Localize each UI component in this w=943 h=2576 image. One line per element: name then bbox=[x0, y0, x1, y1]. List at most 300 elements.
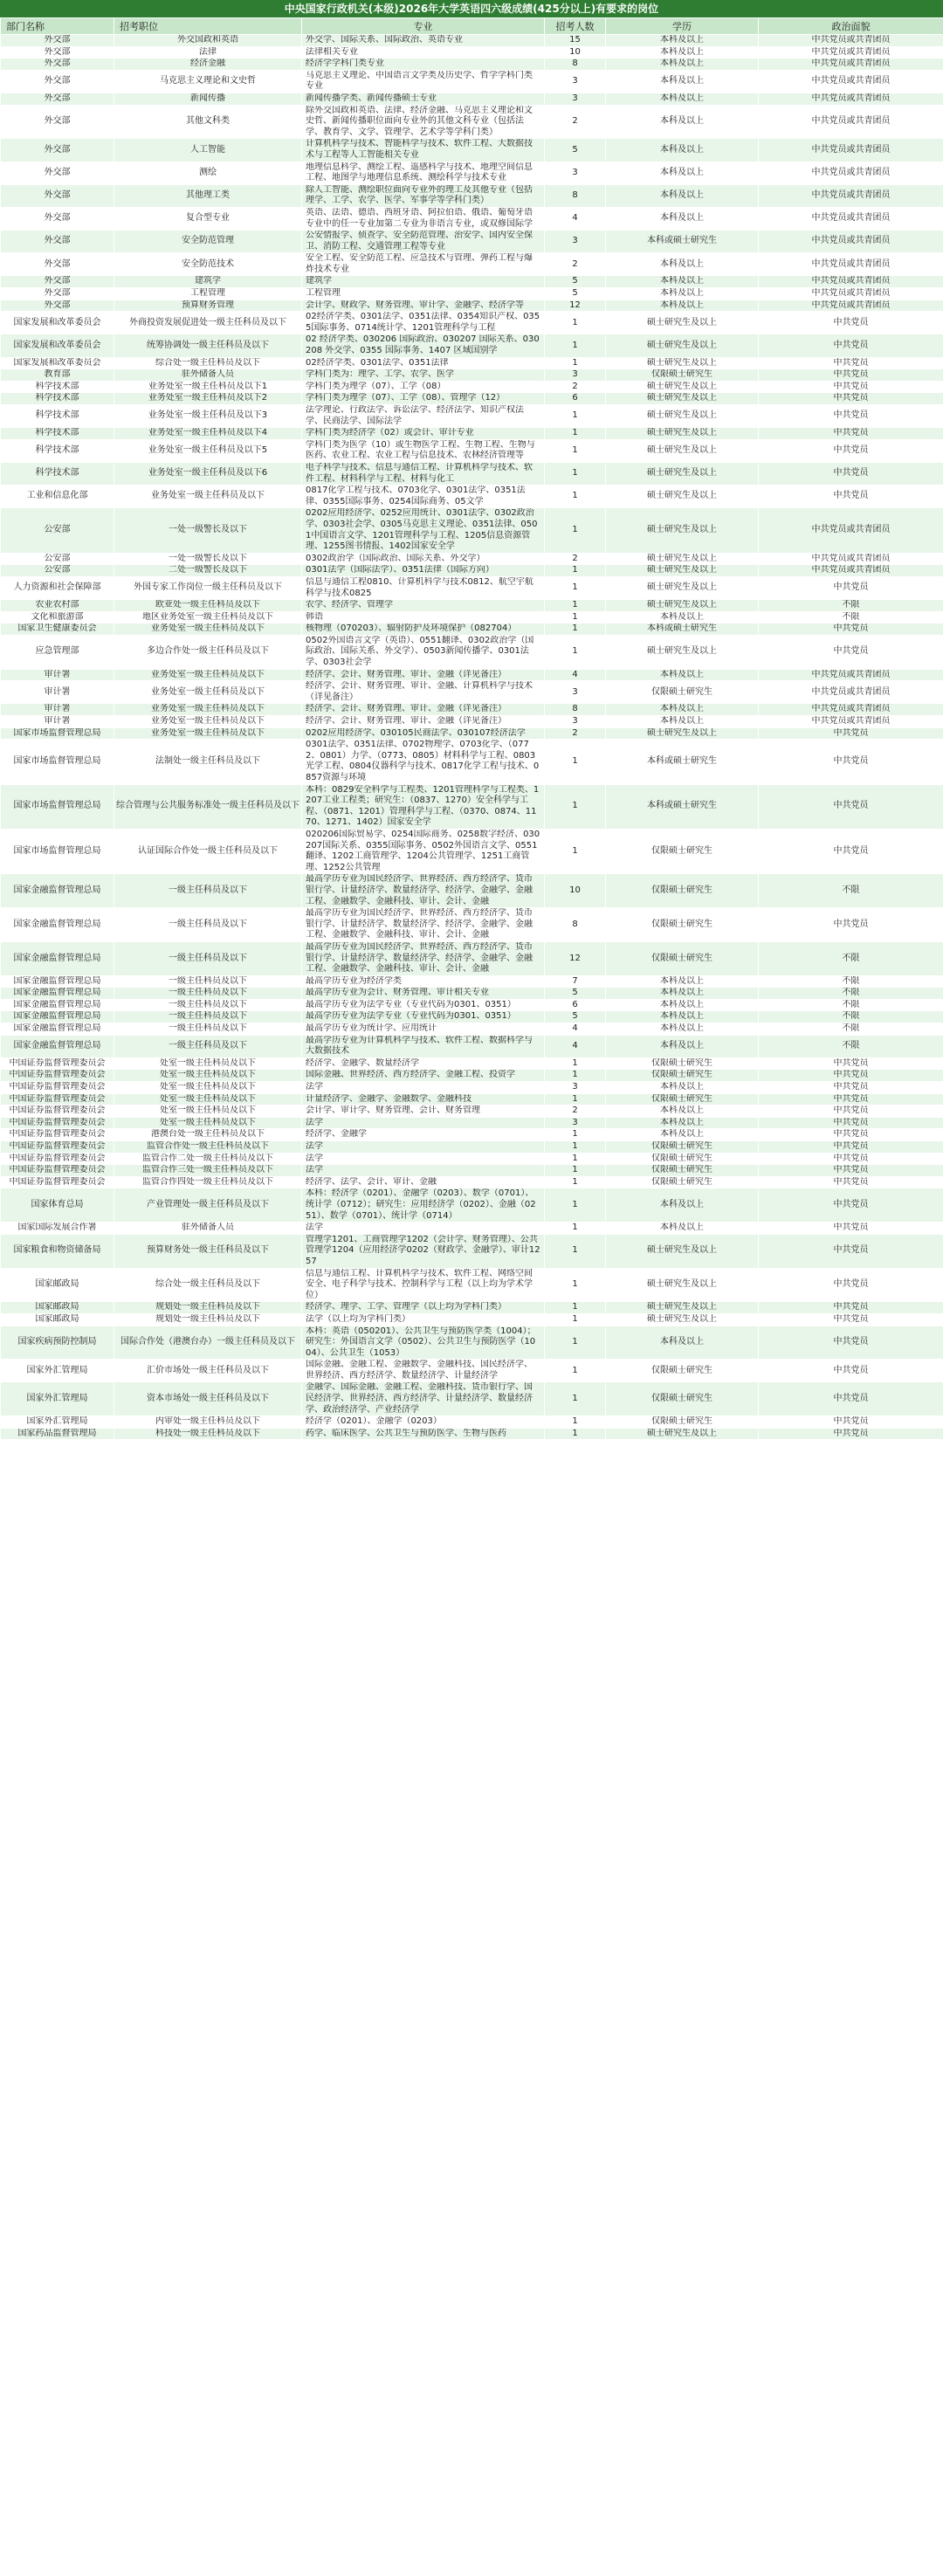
cell-headcount: 8 bbox=[545, 59, 606, 71]
cell-political-status: 中共党员 bbox=[759, 1382, 943, 1416]
cell-headcount: 1 bbox=[545, 1153, 606, 1165]
cell-education: 本科及以上 bbox=[606, 1326, 759, 1360]
cell-education: 本科及以上 bbox=[606, 288, 759, 300]
cell-political-status: 中共党员 bbox=[759, 486, 943, 508]
cell-headcount: 1 bbox=[545, 1313, 606, 1326]
table-row bbox=[1, 1234, 943, 1268]
header-position: 招考职位 bbox=[114, 18, 302, 35]
table-row bbox=[1, 1093, 943, 1105]
cell-headcount: 6 bbox=[545, 999, 606, 1011]
cell-department: 国家外汇管理局 bbox=[1, 1416, 114, 1429]
table-row bbox=[1, 1223, 943, 1235]
table-row bbox=[1, 576, 943, 599]
cell-headcount: 5 bbox=[545, 276, 606, 288]
cell-department: 国家金融监督管理总局 bbox=[1, 988, 114, 1000]
cell-education: 本科及以上 bbox=[606, 1011, 759, 1023]
cell-department: 国家卫生健康委员会 bbox=[1, 623, 114, 636]
cell-education: 本科及以上 bbox=[606, 59, 759, 71]
table-body bbox=[1, 35, 943, 1440]
table-row bbox=[1, 334, 943, 357]
table-row bbox=[1, 565, 943, 577]
table-row bbox=[1, 312, 943, 334]
cell-education: 本科或硕士研究生 bbox=[606, 623, 759, 636]
cell-major: 学科门类为：理学、工学、农学、医学 bbox=[302, 369, 545, 382]
table-row bbox=[1, 162, 943, 184]
cell-department: 国家市场监督管理总局 bbox=[1, 727, 114, 740]
cell-political-status: 中共党员 bbox=[759, 829, 943, 873]
cell-education: 仅限硕士研究生 bbox=[606, 941, 759, 975]
table-row bbox=[1, 1188, 943, 1223]
cell-position: 一级主任科员及以下 bbox=[114, 1035, 302, 1057]
cell-major: 学科门类为理学（07）、工学（08）、管理学（12） bbox=[302, 393, 545, 405]
cell-political-status: 中共党员 bbox=[759, 462, 943, 485]
cell-department: 中国证券监督管理委员会 bbox=[1, 1165, 114, 1177]
cell-political-status: 中共党员 bbox=[759, 405, 943, 428]
cell-political-status: 中共党员或共青团员 bbox=[759, 46, 943, 59]
cell-department: 中国证券监督管理委员会 bbox=[1, 1093, 114, 1105]
cell-education: 硕士研究生及以上 bbox=[606, 439, 759, 462]
cell-department: 国家金融监督管理总局 bbox=[1, 1011, 114, 1023]
cell-education: 硕士研究生及以上 bbox=[606, 635, 759, 669]
cell-education: 仅限硕士研究生 bbox=[606, 1057, 759, 1070]
table-row bbox=[1, 288, 943, 300]
cell-department: 中国证券监督管理委员会 bbox=[1, 1141, 114, 1154]
cell-position: 法制处一级主任科员及以下 bbox=[114, 740, 302, 784]
cell-headcount: 1 bbox=[545, 1188, 606, 1223]
cell-political-status: 中共党员或共青团员 bbox=[759, 231, 943, 253]
cell-headcount: 4 bbox=[545, 1023, 606, 1036]
cell-headcount: 1 bbox=[545, 576, 606, 599]
table-row bbox=[1, 1428, 943, 1440]
cell-position: 规划处一级主任科员及以下 bbox=[114, 1302, 302, 1314]
cell-major: 经济学、会计、财务管理、审计、金融、计算机科学与技术（详见备注） bbox=[302, 681, 545, 704]
cell-education: 硕士研究生及以上 bbox=[606, 381, 759, 393]
cell-education: 本科及以上 bbox=[606, 1035, 759, 1057]
cell-education: 仅限硕士研究生 bbox=[606, 874, 759, 908]
cell-department: 国家体育总局 bbox=[1, 1188, 114, 1223]
cell-position: 外商投资发展促进处一级主任科员及以下 bbox=[114, 312, 302, 334]
cell-political-status: 中共党员或共青团员 bbox=[759, 207, 943, 230]
cell-headcount: 1 bbox=[545, 334, 606, 357]
cell-headcount: 2 bbox=[545, 105, 606, 139]
table-row bbox=[1, 59, 943, 71]
table-row bbox=[1, 46, 943, 59]
cell-political-status: 中共党员 bbox=[759, 1105, 943, 1118]
cell-position: 驻外储备人员 bbox=[114, 369, 302, 382]
cell-major: 国际金融、金融工程、金融数学、金融科技、国民经济学、世界经济、西方经济学、数量经济学、计量经济学 bbox=[302, 1360, 545, 1382]
cell-political-status: 中共党员或共青团员 bbox=[759, 669, 943, 681]
cell-political-status: 中共党员 bbox=[759, 1057, 943, 1070]
cell-department: 国家金融监督管理总局 bbox=[1, 908, 114, 942]
cell-education: 硕士研究生及以上 bbox=[606, 334, 759, 357]
cell-education: 硕士研究生及以上 bbox=[606, 553, 759, 565]
table-row bbox=[1, 1302, 943, 1314]
cell-education: 硕士研究生及以上 bbox=[606, 727, 759, 740]
cell-major: 会计学、财政学、财务管理、审计学、金融学、经济学等 bbox=[302, 300, 545, 312]
table-row bbox=[1, 669, 943, 681]
table-row bbox=[1, 988, 943, 1000]
cell-headcount: 1 bbox=[545, 635, 606, 669]
table-row bbox=[1, 357, 943, 369]
cell-major: 地理信息科学、测绘工程、遥感科学与技术、地理空间信息工程、地图学与地理信息系统、测绘科学与技术专业 bbox=[302, 162, 545, 184]
cell-headcount: 1 bbox=[545, 1057, 606, 1070]
cell-department: 国家金融监督管理总局 bbox=[1, 941, 114, 975]
cell-department: 国家外汇管理局 bbox=[1, 1360, 114, 1382]
table-row bbox=[1, 70, 943, 93]
header-political-status: 政治面貌 bbox=[759, 18, 943, 35]
cell-department: 外交部 bbox=[1, 162, 114, 184]
cell-position: 新闻传播 bbox=[114, 93, 302, 105]
cell-headcount: 6 bbox=[545, 393, 606, 405]
table-row bbox=[1, 207, 943, 230]
table-row bbox=[1, 276, 943, 288]
cell-education: 本科及以上 bbox=[606, 975, 759, 988]
cell-headcount: 1 bbox=[545, 740, 606, 784]
cell-major: 外交学、国际关系、国际政治、英语专业 bbox=[302, 35, 545, 47]
cell-headcount: 1 bbox=[545, 1428, 606, 1440]
cell-political-status: 中共党员 bbox=[759, 1360, 943, 1382]
cell-political-status: 不限 bbox=[759, 874, 943, 908]
cell-major: 计量经济学、金融学、金融数学、金融科技 bbox=[302, 1093, 545, 1105]
cell-position: 业务处室一级主任科员及以下 bbox=[114, 623, 302, 636]
cell-department: 外交部 bbox=[1, 35, 114, 47]
cell-headcount: 2 bbox=[545, 381, 606, 393]
cell-position: 一处一级警长及以下 bbox=[114, 553, 302, 565]
cell-department: 国家疾病预防控制局 bbox=[1, 1326, 114, 1360]
cell-headcount: 1 bbox=[545, 1093, 606, 1105]
cell-department: 科学技术部 bbox=[1, 428, 114, 440]
cell-political-status: 中共党员 bbox=[759, 1141, 943, 1154]
cell-position: 一级主任科员及以下 bbox=[114, 908, 302, 942]
table-row bbox=[1, 908, 943, 942]
cell-headcount: 12 bbox=[545, 941, 606, 975]
cell-major: 0302政治学（国际政治、国际关系、外交学） bbox=[302, 553, 545, 565]
cell-political-status: 中共党员或共青团员 bbox=[759, 716, 943, 728]
cell-position: 业务处室一级主任科员及以下5 bbox=[114, 439, 302, 462]
cell-political-status: 中共党员 bbox=[759, 369, 943, 382]
cell-major: 最高学历专业为国民经济学、世界经济、西方经济学、货币银行学、计量经济学、数量经济学、经济学、金融学、金融工程、金融数学、金融科技、审计、会计、金融 bbox=[302, 908, 545, 942]
cell-position: 预算财务处一级主任科员及以下 bbox=[114, 1234, 302, 1268]
cell-position: 地区业务处室一级主任科员及以下 bbox=[114, 611, 302, 623]
cell-position: 一级主任科员及以下 bbox=[114, 988, 302, 1000]
cell-major: 工程管理 bbox=[302, 288, 545, 300]
cell-education: 本科及以上 bbox=[606, 1117, 759, 1129]
cell-education: 仅限硕士研究生 bbox=[606, 829, 759, 873]
table-row bbox=[1, 975, 943, 988]
cell-major: 最高学历专业为计算机科学与技术、软件工程、数据科学与大数据技术 bbox=[302, 1035, 545, 1057]
cell-political-status: 不限 bbox=[759, 941, 943, 975]
table-row bbox=[1, 941, 943, 975]
cell-major: 0502外国语言文学（英语）、0551翻译、0302政治学（国际政治、国际关系、外交学）、0503新闻传播学、0301法学、0303社会学 bbox=[302, 635, 545, 669]
cell-education: 硕士研究生及以上 bbox=[606, 565, 759, 577]
cell-headcount: 1 bbox=[545, 784, 606, 829]
table-row bbox=[1, 1023, 943, 1036]
cell-major: 马克思主义理论、中国语言文学类及历史学、哲学学科门类专业 bbox=[302, 70, 545, 93]
cell-major: 本科：经济学（0201）、金融学（0203）、数学（0701）、统计学（0712）；研究生：应用经济学（0202）、金融（0251）、数学（0701）、统计学（0714） bbox=[302, 1188, 545, 1223]
cell-education: 硕士研究生及以上 bbox=[606, 393, 759, 405]
cell-position: 监管合作三处一级主任科员及以下 bbox=[114, 1165, 302, 1177]
cell-department: 科学技术部 bbox=[1, 381, 114, 393]
cell-position: 二处一级警长及以下 bbox=[114, 565, 302, 577]
cell-political-status: 不限 bbox=[759, 975, 943, 988]
cell-position: 综合处一级主任科员及以下 bbox=[114, 357, 302, 369]
cell-major: 电子科学与技术、信息与通信工程、计算机科学与技术、软件工程、材料科学与工程、材料与化工 bbox=[302, 462, 545, 485]
cell-department: 中国证券监督管理委员会 bbox=[1, 1129, 114, 1141]
table-row bbox=[1, 486, 943, 508]
cell-political-status: 中共党员 bbox=[759, 1188, 943, 1223]
cell-position: 业务处室一级主任科员及以下 bbox=[114, 486, 302, 508]
cell-headcount: 1 bbox=[545, 600, 606, 612]
cell-headcount: 1 bbox=[545, 1234, 606, 1268]
cell-headcount: 10 bbox=[545, 46, 606, 59]
cell-major: 计算机科学与技术、智能科学与技术、软件工程、大数据技术与工程等人工智能相关专业 bbox=[302, 139, 545, 162]
cell-position: 一级主任科员及以下 bbox=[114, 975, 302, 988]
cell-department: 中国证券监督管理委员会 bbox=[1, 1176, 114, 1188]
table-row bbox=[1, 439, 943, 462]
cell-political-status: 中共党员 bbox=[759, 393, 943, 405]
cell-political-status: 中共党员或共青团员 bbox=[759, 253, 943, 276]
cell-department: 国家粮食和物资储备局 bbox=[1, 1234, 114, 1268]
cell-education: 本科及以上 bbox=[606, 611, 759, 623]
cell-position: 处室一级主任科员及以下 bbox=[114, 1070, 302, 1082]
cell-political-status: 不限 bbox=[759, 1035, 943, 1057]
cell-position: 欧亚处一级主任科员及以下 bbox=[114, 600, 302, 612]
cell-education: 硕士研究生及以上 bbox=[606, 462, 759, 485]
cell-department: 中国证券监督管理委员会 bbox=[1, 1082, 114, 1094]
cell-education: 本科及以上 bbox=[606, 669, 759, 681]
cell-headcount: 12 bbox=[545, 300, 606, 312]
cell-major: 学科门类为经济学（02）或会计、审计专业 bbox=[302, 428, 545, 440]
cell-department: 国家邮政局 bbox=[1, 1302, 114, 1314]
cell-department: 中国证券监督管理委员会 bbox=[1, 1105, 114, 1118]
table-row bbox=[1, 369, 943, 382]
cell-political-status: 中共党员或共青团员 bbox=[759, 184, 943, 207]
cell-major: 法学 bbox=[302, 1082, 545, 1094]
cell-department: 公安部 bbox=[1, 553, 114, 565]
cell-political-status: 中共党员或共青团员 bbox=[759, 704, 943, 716]
cell-department: 应急管理部 bbox=[1, 635, 114, 669]
cell-education: 本科或硕士研究生 bbox=[606, 784, 759, 829]
cell-education: 硕士研究生及以上 bbox=[606, 1302, 759, 1314]
cell-department: 国家国际发展合作署 bbox=[1, 1223, 114, 1235]
table-row bbox=[1, 600, 943, 612]
cell-position: 马克思主义理论和文史哲 bbox=[114, 70, 302, 93]
cell-education: 硕士研究生及以上 bbox=[606, 486, 759, 508]
cell-major: 安全工程、安全防范工程、应急技术与管理、弹药工程与爆炸技术专业 bbox=[302, 253, 545, 276]
cell-headcount: 1 bbox=[545, 1176, 606, 1188]
cell-political-status: 中共党员 bbox=[759, 428, 943, 440]
cell-department: 国家发展和改革委员会 bbox=[1, 334, 114, 357]
table-row bbox=[1, 1035, 943, 1057]
cell-major: 最高学历专业为法学专业（专业代码为0301、0351） bbox=[302, 999, 545, 1011]
cell-education: 硕士研究生及以上 bbox=[606, 1313, 759, 1326]
cell-headcount: 1 bbox=[545, 565, 606, 577]
table-row bbox=[1, 1153, 943, 1165]
cell-education: 仅限硕士研究生 bbox=[606, 1382, 759, 1416]
cell-major: 经济学、法学、会计、审计、金融 bbox=[302, 1176, 545, 1188]
table-row bbox=[1, 1382, 943, 1416]
cell-major: 法学 bbox=[302, 1223, 545, 1235]
cell-position: 科技处一级主任科员及以下 bbox=[114, 1428, 302, 1440]
cell-political-status: 中共党员或共青团员 bbox=[759, 508, 943, 553]
cell-education: 硕士研究生及以上 bbox=[606, 312, 759, 334]
cell-position: 规划处一级主任科员及以下 bbox=[114, 1313, 302, 1326]
cell-major: 最高学历专业为会计、财务管理、审计相关专业 bbox=[302, 988, 545, 1000]
cell-education: 本科及以上 bbox=[606, 139, 759, 162]
cell-position: 外国专家工作岗位一级主任科员及以下 bbox=[114, 576, 302, 599]
cell-political-status: 不限 bbox=[759, 600, 943, 612]
table-row bbox=[1, 231, 943, 253]
cell-position: 汇价市场处一级主任科员及以下 bbox=[114, 1360, 302, 1382]
cell-political-status: 中共党员或共青团员 bbox=[759, 300, 943, 312]
cell-position: 港澳台处一级主任科员及以下 bbox=[114, 1129, 302, 1141]
cell-department: 国家邮政局 bbox=[1, 1268, 114, 1302]
table-row bbox=[1, 1082, 943, 1094]
table-row bbox=[1, 393, 943, 405]
cell-education: 硕士研究生及以上 bbox=[606, 428, 759, 440]
cell-position: 业务处室一级主任科员及以下 bbox=[114, 681, 302, 704]
cell-major: 法学 bbox=[302, 1141, 545, 1154]
cell-education: 本科或硕士研究生 bbox=[606, 740, 759, 784]
cell-headcount: 1 bbox=[545, 462, 606, 485]
header-headcount: 招考人数 bbox=[545, 18, 606, 35]
cell-position: 一级主任科员及以下 bbox=[114, 1011, 302, 1023]
table-row bbox=[1, 1416, 943, 1429]
cell-education: 仅限硕士研究生 bbox=[606, 1093, 759, 1105]
cell-position: 业务处室一级主任科员及以下 bbox=[114, 704, 302, 716]
table-row bbox=[1, 1141, 943, 1154]
table-row bbox=[1, 184, 943, 207]
positions-table bbox=[0, 17, 943, 1440]
cell-education: 仅限硕士研究生 bbox=[606, 369, 759, 382]
cell-headcount: 5 bbox=[545, 1011, 606, 1023]
table-row bbox=[1, 716, 943, 728]
table-row bbox=[1, 1129, 943, 1141]
cell-department: 外交部 bbox=[1, 231, 114, 253]
cell-education: 本科及以上 bbox=[606, 162, 759, 184]
cell-position: 综合管理与公共服务标准处一级主任科员及以下 bbox=[114, 784, 302, 829]
cell-headcount: 3 bbox=[545, 70, 606, 93]
cell-education: 本科及以上 bbox=[606, 253, 759, 276]
table-row bbox=[1, 829, 943, 873]
cell-political-status: 中共党员或共青团员 bbox=[759, 35, 943, 47]
header-education: 学历 bbox=[606, 18, 759, 35]
cell-education: 仅限硕士研究生 bbox=[606, 1070, 759, 1082]
cell-position: 预算财务管理 bbox=[114, 300, 302, 312]
cell-education: 本科及以上 bbox=[606, 300, 759, 312]
cell-department: 工业和信息化部 bbox=[1, 486, 114, 508]
cell-position: 业务处室一级主任科员及以下6 bbox=[114, 462, 302, 485]
cell-department: 国家市场监督管理总局 bbox=[1, 829, 114, 873]
table-row bbox=[1, 874, 943, 908]
cell-major: 信息与通信工程、计算机科学与技术、软件工程、网络空间安全、电子科学与技术、控制科学与工程（以上均为学术学位） bbox=[302, 1268, 545, 1302]
cell-major: 英语、法语、德语、西班牙语、阿拉伯语、俄语、葡萄牙语专业中的任一专业加第二专业为非语言专业，或双修国际学 bbox=[302, 207, 545, 230]
cell-headcount: 1 bbox=[545, 623, 606, 636]
header-department: 部门名称 bbox=[1, 18, 114, 35]
cell-political-status: 中共党员 bbox=[759, 439, 943, 462]
cell-major: 法律相关专业 bbox=[302, 46, 545, 59]
cell-political-status: 中共党员 bbox=[759, 357, 943, 369]
cell-position: 多边合作处一级主任科员及以下 bbox=[114, 635, 302, 669]
cell-position: 业务处室一级主任科员及以下3 bbox=[114, 405, 302, 428]
cell-headcount: 1 bbox=[545, 1141, 606, 1154]
cell-position: 安全防范技术 bbox=[114, 253, 302, 276]
cell-major: 经济学、会计、财务管理、审计、金融（详见备注） bbox=[302, 669, 545, 681]
cell-department: 科学技术部 bbox=[1, 405, 114, 428]
cell-education: 本科及以上 bbox=[606, 704, 759, 716]
cell-department: 国家发展和改革委员会 bbox=[1, 357, 114, 369]
table-row bbox=[1, 1070, 943, 1082]
cell-major: 信息与通信工程0810、计算机科学与技术0812、航空宇航科学与技术0825 bbox=[302, 576, 545, 599]
cell-major: 法学 bbox=[302, 1165, 545, 1177]
cell-political-status: 中共党员 bbox=[759, 576, 943, 599]
cell-political-status: 中共党员或共青团员 bbox=[759, 276, 943, 288]
cell-headcount: 3 bbox=[545, 162, 606, 184]
cell-major: 0202应用经济学、0252应用统计、0301法学、0302政治学、0303社会学、0305马克思主义理论、0351法律、0501中国语言文学、1201管理科学与工程、1205信息资源管理、1255图书情报、1402国家安全学 bbox=[302, 508, 545, 553]
cell-position: 外交国政和英语 bbox=[114, 35, 302, 47]
cell-headcount: 1 bbox=[545, 1129, 606, 1141]
cell-political-status: 中共党员或共青团员 bbox=[759, 553, 943, 565]
cell-political-status: 中共党员或共青团员 bbox=[759, 565, 943, 577]
cell-position: 认证国际合作处一级主任科员及以下 bbox=[114, 829, 302, 873]
table-row bbox=[1, 93, 943, 105]
cell-political-status: 中共党员 bbox=[759, 1234, 943, 1268]
table-row bbox=[1, 740, 943, 784]
cell-department: 外交部 bbox=[1, 93, 114, 105]
table-row bbox=[1, 784, 943, 829]
cell-major: 经济学、金融学 bbox=[302, 1129, 545, 1141]
cell-education: 本科及以上 bbox=[606, 1023, 759, 1036]
cell-political-status: 中共党员或共青团员 bbox=[759, 288, 943, 300]
cell-education: 仅限硕士研究生 bbox=[606, 1176, 759, 1188]
cell-position: 业务处室一级主任科员及以下 bbox=[114, 669, 302, 681]
cell-education: 本科或硕士研究生 bbox=[606, 231, 759, 253]
cell-political-status: 中共党员或共青团员 bbox=[759, 162, 943, 184]
page-title: 中央国家行政机关(本级)2026年大学英语四六级成绩(425分以上)有要求的岗位 bbox=[0, 0, 943, 17]
cell-position: 处室一级主任科员及以下 bbox=[114, 1057, 302, 1070]
cell-major: 药学、临床医学、公共卫生与预防医学、生物与医药 bbox=[302, 1428, 545, 1440]
cell-headcount: 1 bbox=[545, 428, 606, 440]
cell-headcount: 5 bbox=[545, 988, 606, 1000]
cell-department: 审计署 bbox=[1, 704, 114, 716]
cell-headcount: 1 bbox=[545, 1416, 606, 1429]
cell-education: 仅限硕士研究生 bbox=[606, 1141, 759, 1154]
cell-department: 中国证券监督管理委员会 bbox=[1, 1153, 114, 1165]
cell-education: 本科及以上 bbox=[606, 716, 759, 728]
cell-major: 除外交国政和英语、法律、经济金融、马克思主义理论和文史哲、新闻传播职位面向专业外的其他文科专业（包括法学、教育学、文学、管理学、艺术学等学科门类） bbox=[302, 105, 545, 139]
header-row bbox=[1, 18, 943, 35]
cell-political-status: 中共党员 bbox=[759, 1070, 943, 1082]
cell-headcount: 1 bbox=[545, 1360, 606, 1382]
table-row bbox=[1, 999, 943, 1011]
cell-education: 硕士研究生及以上 bbox=[606, 357, 759, 369]
cell-major: 经济学、金融学、数量经济学 bbox=[302, 1057, 545, 1070]
table-row bbox=[1, 553, 943, 565]
table-row bbox=[1, 1360, 943, 1382]
cell-headcount: 8 bbox=[545, 704, 606, 716]
cell-political-status: 中共党员 bbox=[759, 908, 943, 942]
cell-department: 国家金融监督管理总局 bbox=[1, 1035, 114, 1057]
table-row bbox=[1, 1165, 943, 1177]
cell-education: 本科及以上 bbox=[606, 988, 759, 1000]
cell-department: 公安部 bbox=[1, 508, 114, 553]
cell-headcount: 3 bbox=[545, 1082, 606, 1094]
cell-headcount: 1 bbox=[545, 1165, 606, 1177]
cell-headcount: 1 bbox=[545, 1268, 606, 1302]
table-row bbox=[1, 1117, 943, 1129]
cell-education: 仅限硕士研究生 bbox=[606, 1165, 759, 1177]
cell-position: 统筹协调处一级主任科员及以下 bbox=[114, 334, 302, 357]
